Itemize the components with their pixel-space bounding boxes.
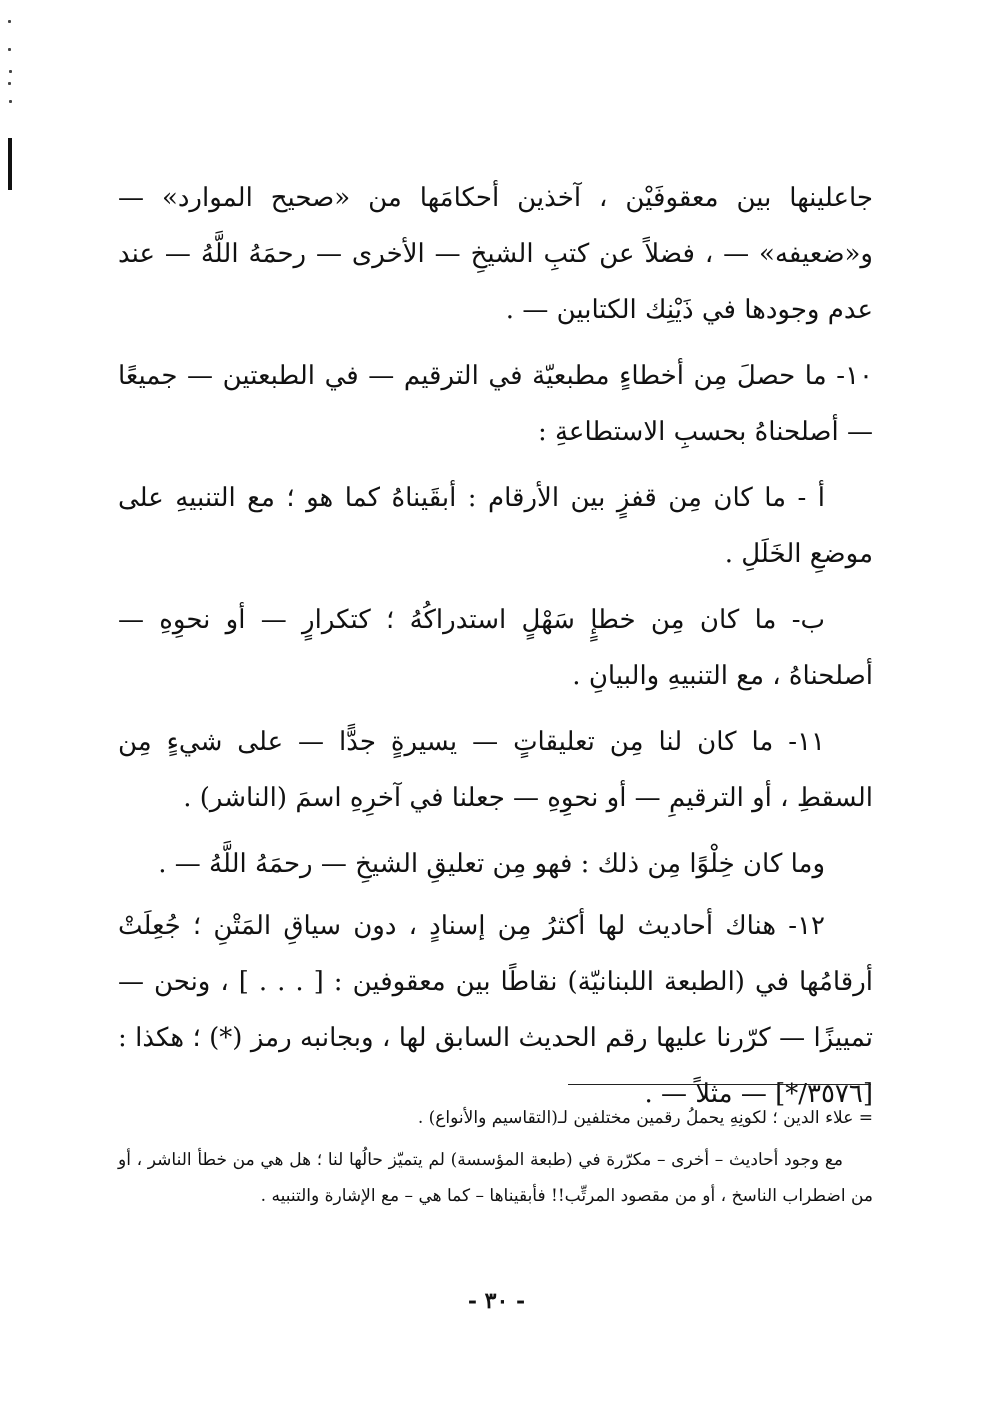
paragraph-item-11-note: وما كان خِلْوًا مِن ذلك : فهو مِن تعليقِ الشيخِ — رحمَهُ اللَّهُ — . [158,849,825,879]
scan-margin-marks [2,8,16,198]
paragraph-sources-note: جاعلينها بين معقوفَيْن ، آخذين أحكامَها من «صحيح الموارد» — و«ضعيفه» — ، فضلاً عن كتبِ الشيخِ — الأخرى — رحمَهُ اللَّهُ — عند عدم وجودها في ذَيْنِك الكتابين — . [118,183,873,325]
page-number: - ٣٠ - [467,1288,526,1314]
main-text [118,170,873,1132]
paragraph-item-12: ١٢- هناك أحاديث لها أكثرُ مِن إسنادٍ ، دون سياقِ المَتْنِ ؛ جُعِلَتْ أرقامُها في (الطبعة اللبنانيّة) نقاطًا بين معقوفين : [ . . . ] ، ونحن — تمييزًا — كرّرنا عليها رقم الحديث السابق لها ، وبجانبه رمز (*) ؛ هكذا : [٣٥٧٦/*] — مثلاً — . [118,911,873,1109]
footnotes [118,1100,873,1214]
paragraph-item-10-a: أ - ما كان مِن قفزٍ بين الأرقام : أبقَيناهُ كما هو ؛ مع التنبيهِ على موضعِ الخَلَلِ . [118,483,873,569]
paragraph-item-11: ١١- ما كان لنا مِن تعليقاتٍ — يسيرةٍ جدًّا — على شيءٍ مِن السقطِ ، أو الترقيمِ — أو نحوِهِ — جعلنا في آخرِهِ اسمَ (الناشر) . [118,727,873,813]
paragraph-item-10-b: ب- ما كان مِن خطإٍ سَهْلٍ استدراكُهُ ؛ كتكرارٍ — أو نحوِهِ — أصلحناهُ ، مع التنبيهِ والبيانِ . [118,605,873,691]
footnote-divider [568,1084,871,1085]
footnote-continuation: = علاء الدين ؛ لكونِهِ يحملُ رقمين مختلفين لـ(التقاسيم والأنواع) . [417,1108,873,1128]
footnote-text: مع وجود أحاديث – أخرى – مكرّرة في (طبعة المؤسسة) لم يتميّز حالُها لنا ؛ هل هي من خطأ الناشر ، أو من اضطراب الناسخ ، أو من مقصود المرتِّب!! فأبقيناها – كما هي – مع الإشارة والتنبيه . [118,1150,873,1206]
paragraph-item-10: ١٠- ما حصلَ مِن أخطاءٍ مطبعيّة في الترقيم — في الطبعتين — جميعًا — أصلحناهُ بحسبِ الاستطاعةِ : [118,361,873,447]
